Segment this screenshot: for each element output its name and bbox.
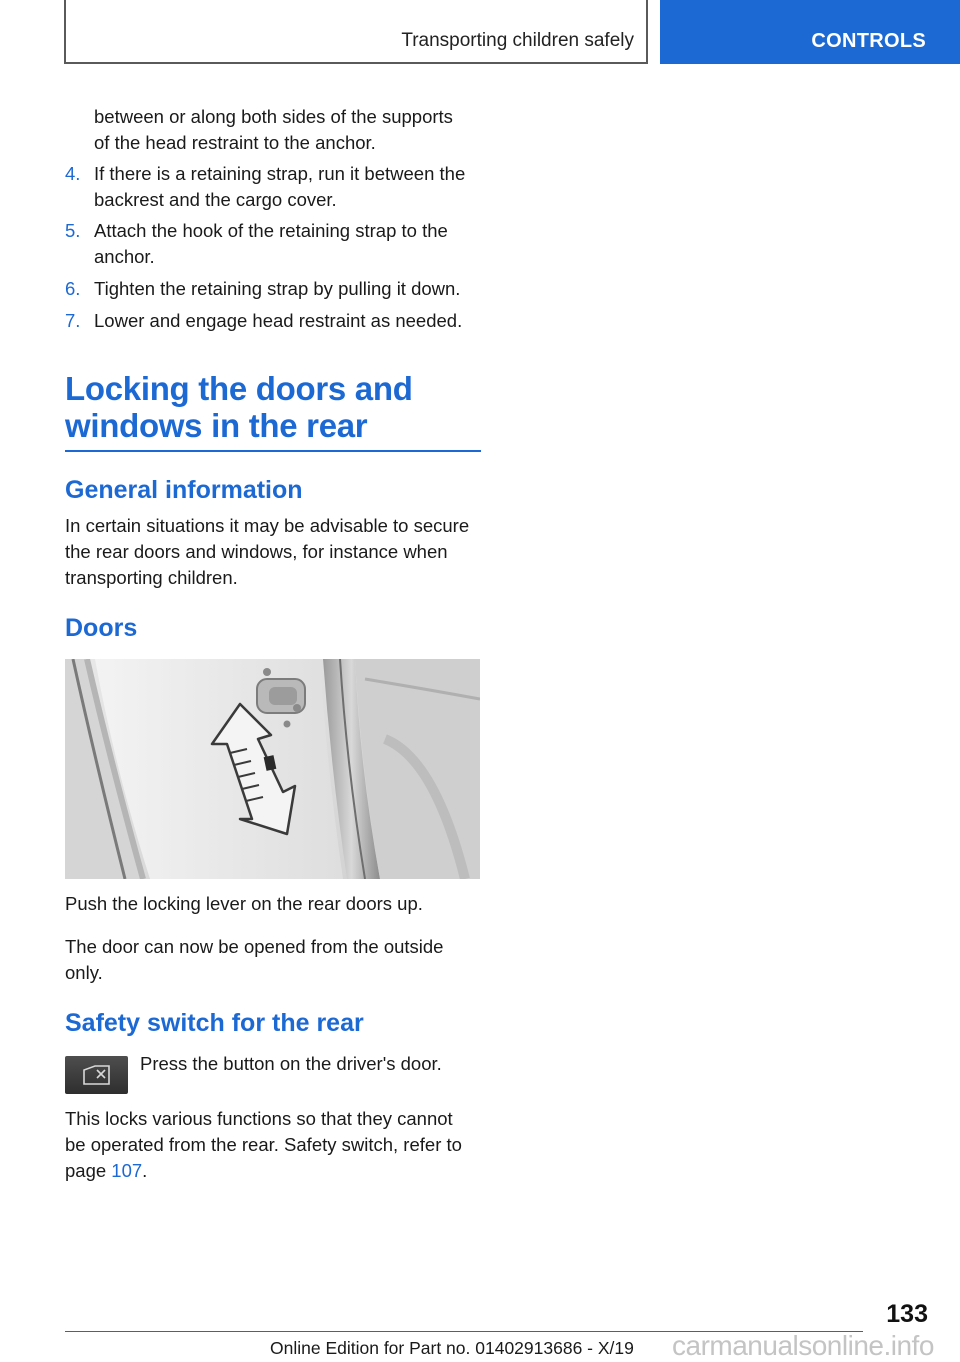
page-reference-suffix: . — [142, 1160, 148, 1181]
paragraph-line: transporting children. — [65, 567, 238, 588]
step-text-line: anchor. — [94, 246, 155, 267]
paragraph-line: only. — [65, 962, 103, 983]
door-lock-lever-illustration — [65, 659, 480, 879]
doors-heading: Doors — [65, 614, 138, 642]
step-number: 6. — [65, 278, 81, 299]
paragraph-line: This locks various functions so that they cannot — [65, 1108, 453, 1129]
page-reference-prefix: page — [65, 1160, 112, 1181]
step-number: 5. — [65, 220, 81, 241]
chapter-tab[interactable] — [660, 0, 960, 64]
step-text-line: between or along both sides of the supports — [94, 106, 453, 127]
heading-divider — [65, 450, 481, 452]
step-text-line: If there is a retaining strap, run it between the — [94, 163, 466, 184]
step-text-line: of the head restraint to the anchor. — [94, 132, 376, 153]
main-heading — [65, 370, 481, 444]
paragraph-line: be operated from the rear. Safety switch, refer to — [65, 1134, 462, 1155]
safety-switch-instruction: Press the button on the driver's door. — [140, 1053, 442, 1074]
main-heading-line: windows in the rear — [65, 407, 368, 444]
paragraph-line: In certain situations it may be advisable to secure — [65, 515, 470, 536]
paragraph-line — [65, 1158, 481, 1184]
step-text-line: backrest and the cargo cover. — [94, 189, 337, 210]
watermark: carmanualsonline.info — [672, 1330, 934, 1361]
safety-switch-text — [65, 1106, 481, 1184]
step-text-line: Lower and engage head restraint as needed. — [94, 310, 463, 331]
door-lock-lever-image — [65, 659, 480, 879]
step-number: 7. — [65, 310, 81, 331]
main-heading-line: Locking the doors and — [65, 370, 413, 407]
page-number: 133 — [886, 1300, 928, 1328]
section-title: Transporting children safely — [401, 30, 634, 51]
doors-result-text — [65, 934, 481, 986]
step-text-line: Tighten the retaining strap by pulling it down. — [94, 278, 461, 299]
chapter-label: CONTROLS — [811, 30, 926, 52]
page-reference-link[interactable]: 107 — [111, 1160, 143, 1181]
general-information-text — [65, 513, 481, 591]
window-lock-button-icon — [65, 1056, 128, 1094]
window-lock-glyph — [65, 1056, 128, 1094]
step-number: 4. — [65, 163, 81, 184]
step-text-line: Attach the hook of the retaining strap to the — [94, 220, 448, 241]
paragraph-line: The door can now be opened from the outside — [65, 936, 444, 957]
general-information-heading: General information — [65, 476, 303, 504]
running-header — [64, 0, 648, 64]
edition-footer: Online Edition for Part no. 01402913686 - X/19 — [270, 1338, 634, 1358]
safety-switch-heading: Safety switch for the rear — [65, 1009, 364, 1037]
paragraph-line: the rear doors and windows, for instance when — [65, 541, 448, 562]
doors-instruction: Push the locking lever on the rear doors up. — [65, 893, 423, 914]
